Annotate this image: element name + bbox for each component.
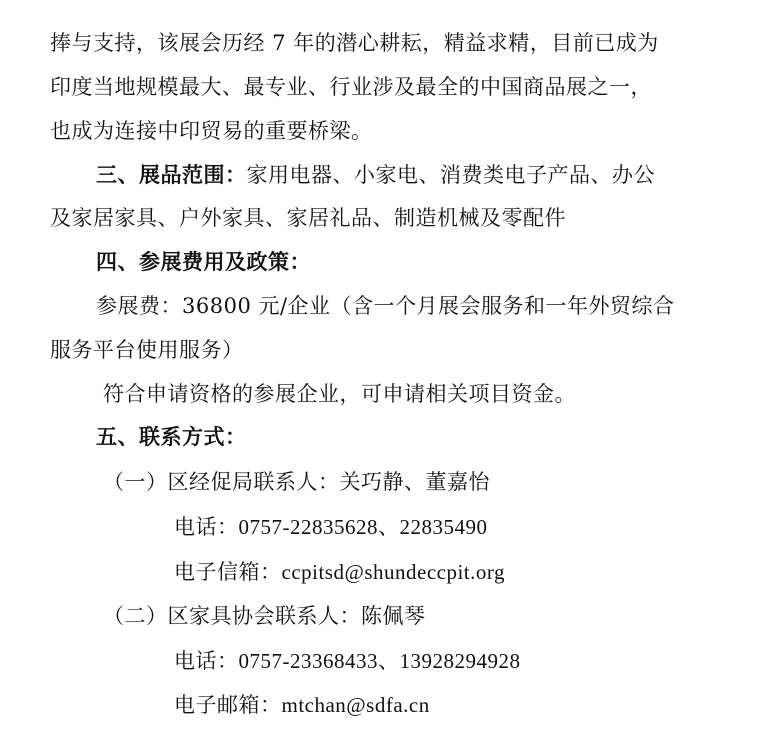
contact-1-phone-label: 电话：	[174, 515, 239, 539]
section-3-line-2: 及家居家具、户外家具、家居礼品、制造机械及零配件	[50, 206, 566, 230]
section-3-heading: 三、展品范围：	[96, 163, 247, 187]
contact-1-email-line	[174, 557, 505, 587]
intro-line-1: 捧与支持，该展会历经 7 年的潜心耕耘，精益求精，目前已成为	[50, 31, 659, 55]
fee-line-1: 参展费：36800 元/企业（含一个月展会服务和一年外贸综合	[96, 294, 675, 318]
section-3-line-1	[96, 160, 655, 190]
policy-line: 符合申请资格的参展企业，可申请相关项目资金。	[103, 382, 576, 406]
contact-2-email: mtchan@sdfa.cn	[281, 693, 430, 717]
contact-1-title: （一）区经促局联系人：关巧静、董嘉怡	[103, 470, 490, 494]
contact-2-phone-label: 电话：	[174, 649, 239, 673]
contact-2-phone-line	[174, 646, 521, 676]
section-5-heading: 五、联系方式：	[96, 425, 247, 449]
contact-2-email-label: 电子邮箱：	[174, 693, 282, 717]
contact-1-phone-line	[174, 512, 488, 542]
contact-1-phone: 0757-22835628、22835490	[238, 515, 488, 539]
contact-2-phone: 0757-23368433、13928294928	[238, 649, 521, 673]
fee-line-2: 服务平台使用服务）	[50, 338, 244, 362]
intro-line-2: 印度当地规模最大、最专业、行业涉及最全的中国商品展之一，	[50, 75, 652, 99]
section-3-text-1: 家用电器、小家电、消费类电子产品、办公	[246, 163, 655, 187]
intro-line-3: 也成为连接中印贸易的重要桥梁。	[50, 119, 373, 143]
section-4-heading: 四、参展费用及政策：	[96, 250, 311, 274]
contact-2-title: （二）区家具协会联系人：陈佩琴	[103, 604, 426, 628]
contact-1-email: ccpitsd@shundeccpit.org	[281, 560, 505, 584]
contact-1-email-label: 电子信箱：	[174, 560, 282, 584]
contact-2-email-line	[174, 690, 430, 720]
